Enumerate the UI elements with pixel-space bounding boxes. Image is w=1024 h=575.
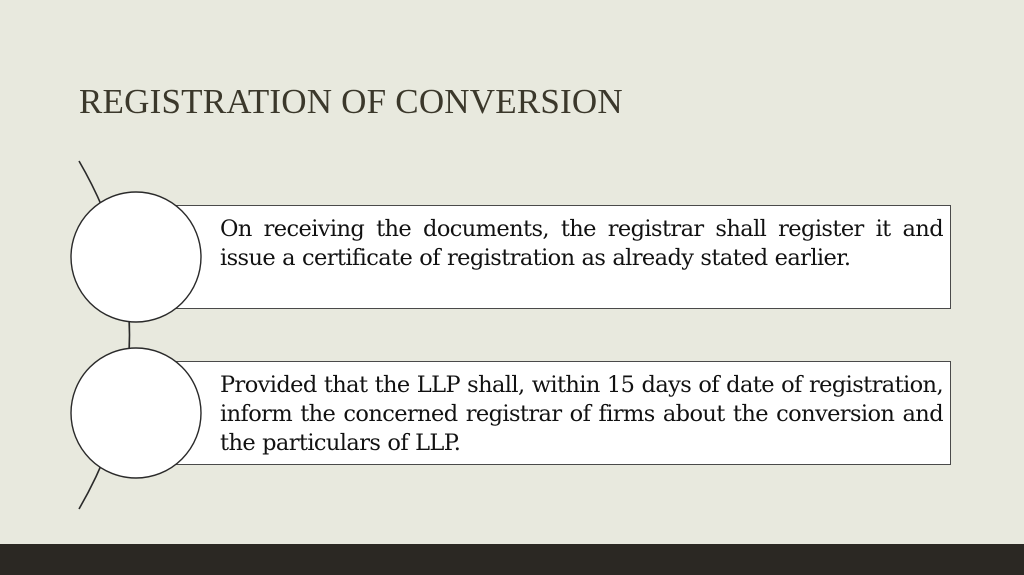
list-item-text-1: On receiving the documents, the registrar shall register it and issue a certificate of registration as already stated earlier. — [220, 216, 943, 271]
footer-bar — [0, 544, 1024, 575]
bullet-circle-2 — [71, 348, 201, 478]
bullet-circle-1 — [71, 192, 201, 322]
list-item-text-2: Provided that the LLP shall, within 15 days of date of registration, inform the concerned registrar of firms about the conversion and the particulars of LLP. — [220, 372, 943, 456]
slide-title: REGISTRATION OF CONVERSION — [79, 82, 623, 121]
